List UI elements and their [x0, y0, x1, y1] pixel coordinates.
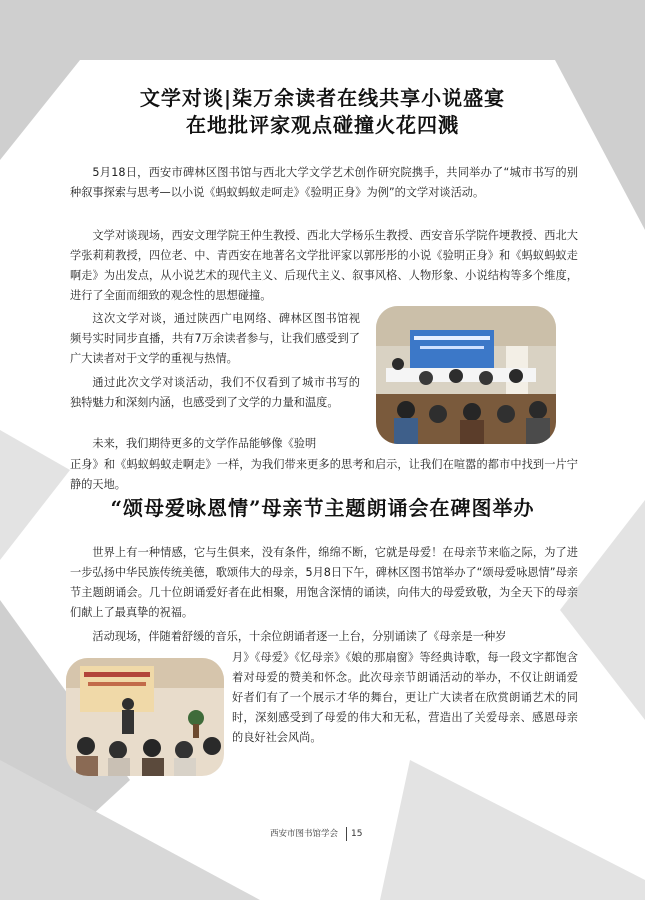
article2-paragraph-1: 世界上有一种情感，它与生俱来，没有条件，绵绵不断，它就是母爱！在母亲节来临之际，为了进一步弘扬中华民族传统美德，歌颂伟大的母亲，5月8日下午，碑林区图书馆举办了“颂母爱咏恩情”母亲节主题朗诵会。几十位朗诵爱好者在此相聚，用饱含深情的诵读，向伟大的母爱致敬，为全天下的母亲们献上了最真挚的祝福。 — [70, 546, 578, 619]
article1-paragraph-3: 这次文学对谈，通过陕西广电网络、碑林区图书馆视频号实时同步直播，共有7万余读者参与，让我们感受到了广大读者对于文学的重视与热情。 — [70, 312, 360, 365]
event-photo-recital — [66, 658, 224, 776]
article2-paragraph-2b: 月》《母爱》《忆母亲》《娘的那扇窗》等经典诗歌，每一段文字都饱含着对母爱的赞美和怀念。此次母亲节朗诵活动的举办，不仅让朗诵爱好者们有了一个展示才华的舞台，更让广大读者在欣赏朗诵艺术的同时，深刻感受到了母爱的伟大和无私，营造出了关爱母亲、感恩母亲的良好社会风尚。 — [232, 651, 578, 744]
article1-title-line1: 文学对谈|柒万余读者在线共享小说盛宴 — [139, 86, 506, 110]
article1-title-line2: 在地批评家观点碰撞火花四溅 — [186, 113, 459, 137]
article1-paragraph-4: 通过此次文学对谈活动，我们不仅看到了城市书写的独特魅力和深刻内涵，也感受到了文学的力量和温度。 — [70, 376, 360, 409]
event-photo-literary-talk — [376, 306, 556, 444]
article1-title — [0, 85, 645, 139]
article1-paragraph-5a: 未来，我们期待更多的文学作品能够像《验明 — [92, 437, 317, 450]
article2-paragraph-2a: 活动现场，伴随着舒缓的音乐，十余位朗诵者逐一上台，分别诵读了《母亲是一种岁 — [92, 630, 507, 643]
footer-publication: 西安市图书馆学会 — [270, 829, 339, 839]
article1-paragraph-5b: 正身》和《蚂蚁蚂蚁走啊走》一样，为我们带来更多的思考和启示，让我们在喧嚣的都市中找到一片宁静的天地。 — [70, 458, 578, 491]
article2-title: “颂母爱咏恩情”母亲节主题朗诵会在碑图举办 — [110, 496, 535, 520]
article1-paragraph-1: 5月18日，西安市碑林区图书馆与西北大学文学艺术创作研究院携手，共同举办了“城市书写的别种叙事探索与思考—以小说《蚂蚁蚂蚁走呵走》《验明正身》为例”的文学对谈活动。 — [70, 166, 578, 199]
footer-divider — [346, 827, 347, 841]
page-number: 15 — [351, 829, 363, 839]
article1-paragraph-2: 文学对谈现场，西安文理学院王仲生教授、西北大学杨乐生教授、西安音乐学院仵埂教授、西北大学张莉莉教授，四位老、中、青西安在地著名文学批评家以郭彤彤的小说《验明正身》和《蚂蚁蚂蚁走啊走》为出发点，从小说艺术的现代主义、后现代主义、叙事风格、人物形象、小说结构等多个维度，进行了全面而细致的观念性的思想碰撞。 — [70, 229, 578, 302]
page-footer — [270, 826, 362, 842]
